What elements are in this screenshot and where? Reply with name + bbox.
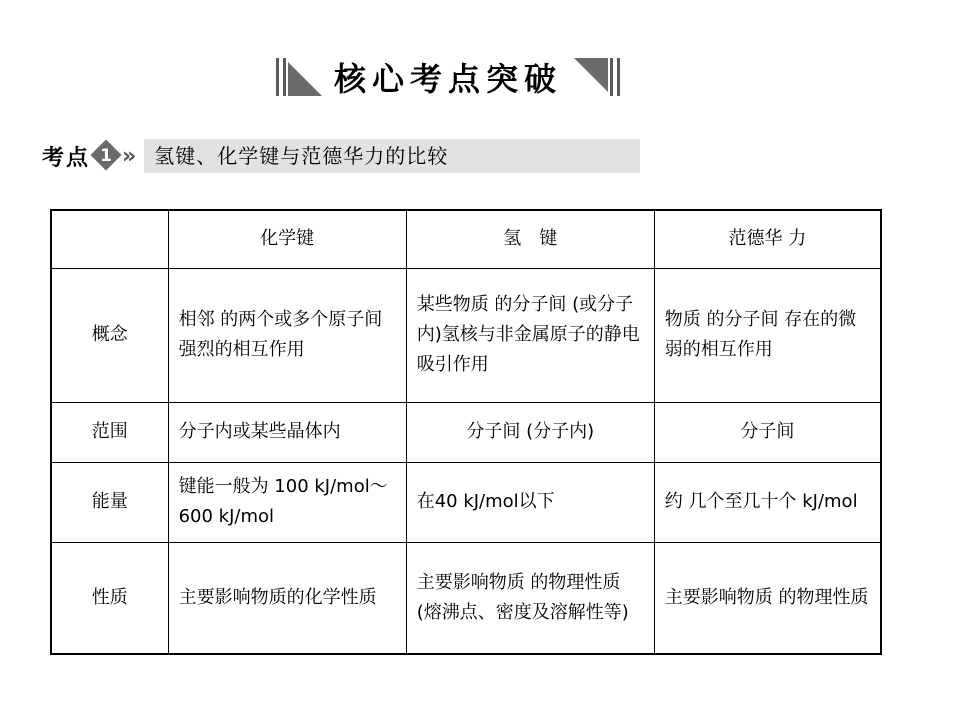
table-row	[51, 542, 881, 654]
comparison-table	[50, 209, 882, 655]
table-cell: 分子间	[654, 402, 881, 462]
banner-title: 核心考点突破	[333, 60, 562, 98]
table-row	[51, 268, 881, 402]
row-label: 概念	[51, 268, 168, 402]
row-label: 能量	[51, 462, 168, 542]
table-cell: 分子内或某些晶体内	[168, 402, 406, 462]
table-cell: 约 几个至几十个 kJ/mol	[654, 462, 881, 542]
table-cell: 相邻 的两个或多个原子间 强烈的相互作用	[168, 268, 406, 402]
table-cell: 主要影响物质 的物理性质	[654, 542, 881, 654]
table-cell: 主要影响物质的化学性质	[168, 542, 406, 654]
key-point-label: 考点	[42, 145, 91, 171]
table-row	[51, 402, 881, 462]
banner-left-decoration	[274, 58, 322, 96]
table-cell: 键能一般为 100 kJ/mol～600 kJ/mol	[168, 462, 406, 542]
header-cell-chemical-bond: 化学键	[168, 210, 406, 268]
section-banner	[268, 52, 628, 102]
table-cell: 主要影响物质 的物理性质 (熔沸点、密度及溶解性等)	[406, 542, 654, 654]
row-label: 性质	[51, 542, 168, 654]
double-chevron-icon: »	[122, 143, 131, 169]
table-header-row	[51, 210, 881, 268]
header-cell-empty	[51, 210, 168, 268]
table-cell: 在40 kJ/mol以下	[406, 462, 654, 542]
key-point-number: 1	[100, 146, 112, 166]
key-point-header	[42, 138, 640, 174]
banner-right-decoration	[574, 58, 622, 96]
row-label: 范围	[51, 402, 168, 462]
table-cell: 某些物质 的分子间 (或分子内)氢核与非金属原子的静电吸引作用	[406, 268, 654, 402]
table-cell: 分子间 (分子内)	[406, 402, 654, 462]
table-row	[51, 462, 881, 542]
key-point-badge	[92, 141, 122, 171]
key-point-topic: 氢键、化学键与范德华力的比较	[144, 139, 640, 173]
header-cell-hydrogen-bond: 氢 键	[406, 210, 654, 268]
header-cell-van-der-waals: 范德华 力	[654, 210, 881, 268]
table-cell: 物质 的分子间 存在的微弱的相互作用	[654, 268, 881, 402]
